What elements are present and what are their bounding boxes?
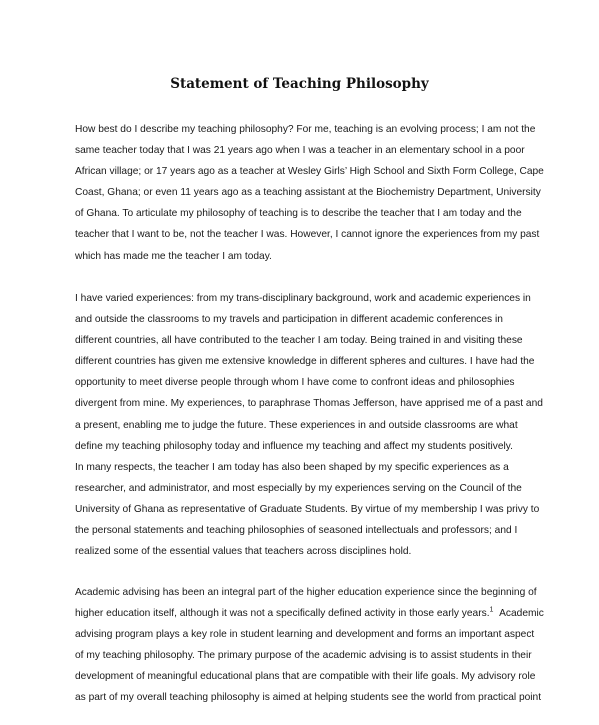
paragraph-line: the personal statements and teaching philosophies of seasoned intellectuals and professors; and I: [75, 525, 518, 537]
paragraph-line: which has made me the teacher I am today.: [75, 250, 272, 262]
paragraph-line: [75, 603, 555, 624]
paragraph-1: [75, 119, 555, 267]
document-title: Statement of Teaching Philosophy: [170, 76, 429, 92]
paragraph-line: How best do I describe my teaching philosophy? For me, teaching is an evolving process; I am not the: [75, 124, 536, 135]
footnote-marker[interactable]: 1: [489, 606, 494, 614]
paragraph-line: of Ghana. To articulate my philosophy of teaching is to describe the teacher that I am today and the: [75, 208, 522, 220]
paragraph-line: of my teaching philosophy. The primary purpose of the academic advising is to assist students in their: [75, 650, 532, 662]
paragraph-line: divergent from mine. My experiences, to paraphrase Thomas Jefferson, have apprised me of a past and: [75, 398, 543, 410]
paragraph-line: define my teaching philosophy today and influence my teaching and affect my students positively.: [75, 440, 513, 452]
paragraph-line: In many respects, the teacher I am today has also been shaped by my specific experiences as a: [75, 461, 509, 473]
paragraph-line: I have varied experiences: from my trans-disciplinary background, work and academic experiences in: [75, 293, 531, 304]
paragraph-line: teacher that I want to be, not the teacher I was. However, I cannot ignore the experiences from my past: [75, 229, 540, 241]
paragraph-line: Academic advising has been an integral part of the higher education experience since the beginning of: [75, 587, 537, 598]
paragraph-line: opportunity to meet diverse people through whom I have come to confront ideas and philosophies: [75, 377, 515, 389]
paragraph-line: and outside the classrooms to my travels and participation in different academic conferences in: [75, 314, 503, 326]
paragraph-line: African village; or 17 years ago as a teacher at Wesley Girls’ High School and Sixth Form College, Cape: [75, 166, 544, 178]
paragraph-line: University of Ghana as representative of Graduate Students. By virtue of my membership I was privy to: [75, 503, 540, 515]
paragraph-line: as part of my overall teaching philosophy is aimed at helping students see the world from practical point: [75, 692, 542, 704]
paragraph-line-text: higher education itself, although it was not a specifically defined activity in those early years.: [75, 608, 490, 620]
paragraph-2: [75, 288, 555, 562]
paragraph-line: development of meaningful educational plans that are compatible with their life goals. My advisory role: [75, 671, 536, 683]
paragraph-line: same teacher today that I was 21 years ago when I was a teacher in an elementary school in a poor: [75, 145, 525, 157]
paragraph-line: different countries, all have contributed to the teacher I am today. Being trained in and visiting these: [75, 335, 523, 347]
paragraph-line: realized some of the essential values that teachers across disciplines hold.: [75, 546, 412, 558]
paragraph-line: different countries has given me extensive knowledge in different spheres and cultures. I have had the: [75, 356, 535, 368]
paragraph-line: a present, enabling me to judge the future. These experiences in and outside classrooms are what: [75, 419, 518, 431]
paragraph-line-continuation: Academic: [499, 608, 544, 620]
paragraph-line: Coast, Ghana; or even 11 years ago as a teaching assistant at the Biochemistry Department, University: [75, 187, 541, 199]
paragraph-line: researcher, and administrator, and most especially by my experiences serving on the Council of the: [75, 482, 522, 494]
paragraph-3: [75, 582, 555, 709]
paragraph-line: advising program plays a key role in student learning and development and forms an important aspect: [75, 629, 535, 641]
